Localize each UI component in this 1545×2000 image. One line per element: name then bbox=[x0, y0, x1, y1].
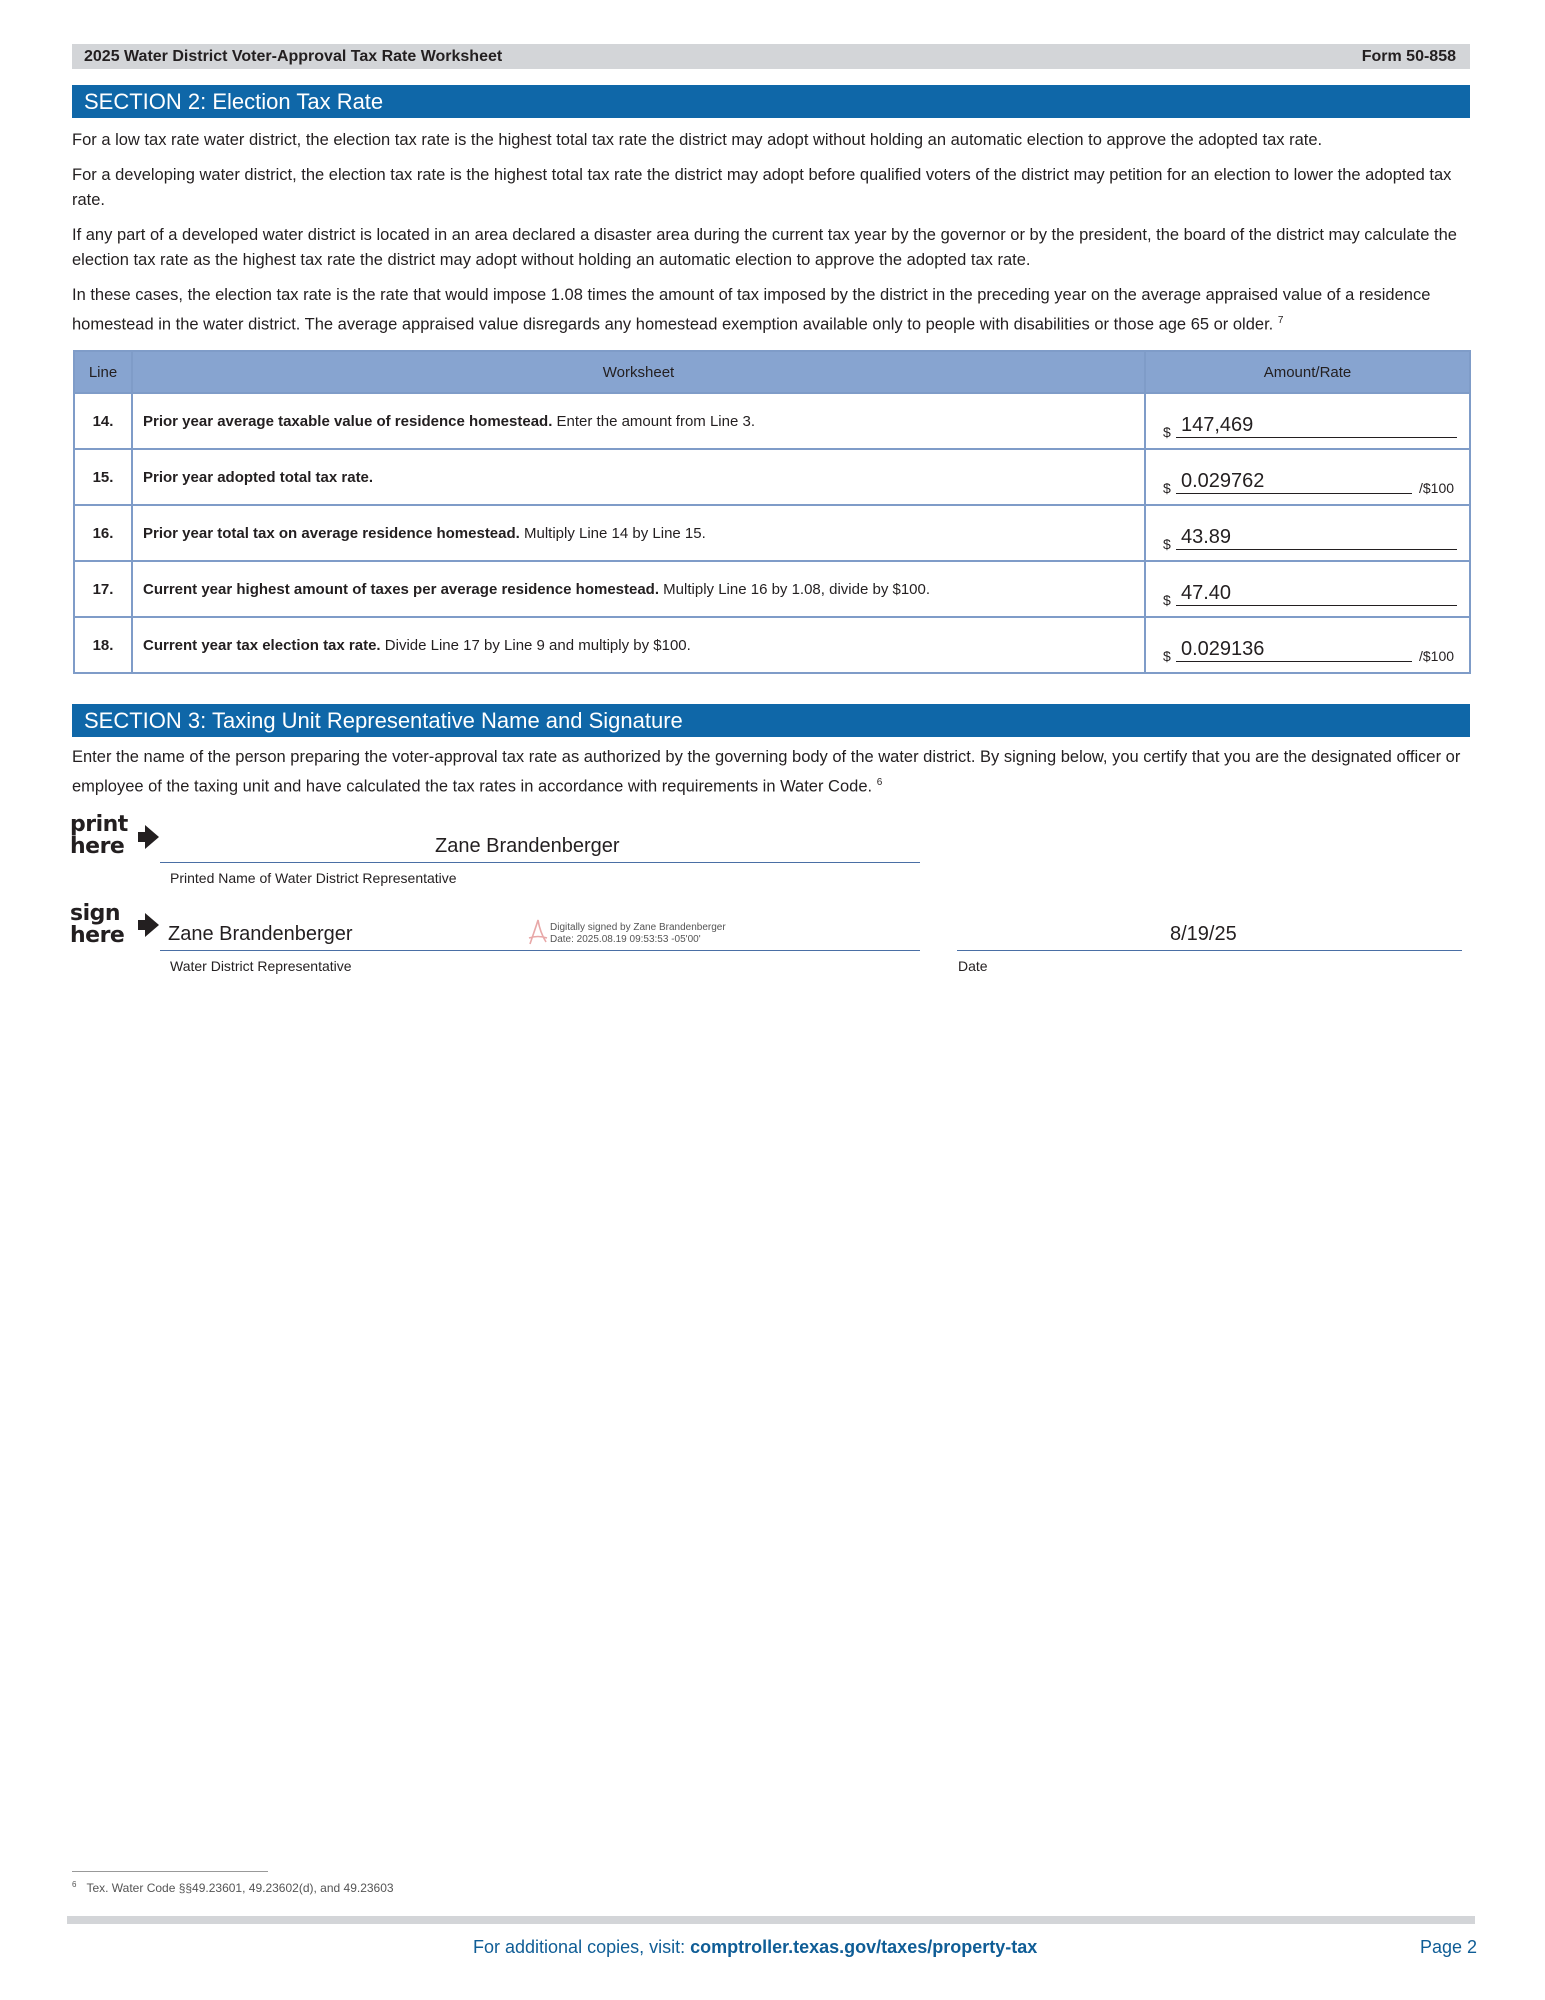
footnote-ref-6: 6 bbox=[876, 777, 883, 788]
amount-cell bbox=[1145, 393, 1470, 449]
currency-symbol: $ bbox=[1163, 592, 1171, 608]
date-caption: Date bbox=[958, 958, 988, 974]
digital-signature-line2: Date: 2025.08.19 09:53:53 -05'00' bbox=[550, 934, 701, 945]
currency-symbol: $ bbox=[1163, 480, 1171, 496]
section-2-paragraph-1: For a low tax rate water district, the election tax rate is the highest total tax rate the district may adopt without holding an automatic election to approve the adopted tax rate. bbox=[72, 131, 1323, 149]
arrow-right-icon bbox=[145, 825, 159, 849]
section-3-title: SECTION 3: Taxing Unit Representative Name and Signature bbox=[72, 704, 1470, 737]
amount-cell bbox=[1145, 449, 1470, 505]
col-header-line: Line bbox=[74, 351, 132, 393]
amount-field[interactable]: 147,469 bbox=[1176, 413, 1457, 438]
signature-field[interactable]: Zane Brandenberger bbox=[168, 923, 353, 945]
footnote-text: Tex. Water Code §§49.23601, 49.23602(d), and 49.23603 bbox=[86, 1881, 394, 1895]
line-description bbox=[132, 561, 1145, 617]
table-row bbox=[74, 617, 1470, 673]
form-title: 2025 Water District Voter-Approval Tax Rate Worksheet bbox=[84, 47, 503, 65]
line-description-bold: Prior year average taxable value of residence homestead. bbox=[143, 412, 553, 430]
currency-symbol: $ bbox=[1163, 648, 1171, 664]
rate-unit: /$100 bbox=[1419, 648, 1455, 664]
line-number: 16. bbox=[74, 505, 132, 561]
form-header-bar bbox=[72, 44, 1470, 69]
amount-field[interactable]: 43.89 bbox=[1176, 525, 1457, 550]
footnote-ref-7: 7 bbox=[1277, 315, 1284, 326]
printed-name-field[interactable]: Zane Brandenberger bbox=[435, 835, 620, 857]
date-line bbox=[957, 950, 1462, 951]
section-2-paragraph-4 bbox=[72, 283, 1472, 338]
page-number: Page 2 bbox=[1420, 1937, 1478, 1957]
line-number: 17. bbox=[74, 561, 132, 617]
line-number: 14. bbox=[74, 393, 132, 449]
currency-symbol: $ bbox=[1163, 536, 1171, 552]
rate-field[interactable]: 0.029762 bbox=[1176, 469, 1412, 494]
section-2-paragraph-4-text: In these cases, the election tax rate is the rate that would impose 1.08 times the amount of tax imposed by the district in the preceding year on the average appraised value of a residence homestead in the water district. The average appraised value disregards any homestead exemption available only to people with disabilities or those age 65 or older. bbox=[72, 286, 1431, 334]
rate-field[interactable]: 0.029136 bbox=[1176, 637, 1412, 662]
amount-cell bbox=[1145, 617, 1470, 673]
rate-unit: /$100 bbox=[1419, 480, 1455, 496]
table-row bbox=[74, 449, 1470, 505]
signature-line bbox=[160, 950, 920, 951]
footer-divider bbox=[67, 1916, 1475, 1924]
footnote-number: 6 bbox=[72, 1880, 77, 1889]
line-number: 15. bbox=[74, 449, 132, 505]
footer-link[interactable]: comptroller.texas.gov/taxes/property-tax bbox=[690, 1937, 1038, 1957]
line-description-bold: Current year highest amount of taxes per average residence homestead. bbox=[143, 580, 660, 598]
footnote bbox=[72, 1880, 394, 1895]
print-stamp-line2: here bbox=[70, 834, 125, 859]
section-2-paragraph-2: For a developing water district, the election tax rate is the highest total tax rate the district may adopt before qualified voters of the district may petition for an election to lower the adopted tax rate. bbox=[72, 166, 1452, 209]
line-number: 18. bbox=[74, 617, 132, 673]
worksheet-header-row bbox=[74, 351, 1470, 393]
amount-cell bbox=[1145, 561, 1470, 617]
line-description-text: Divide Line 17 by Line 9 and multiply by $100. bbox=[380, 636, 691, 654]
line-description-text: Enter the amount from Line 3. bbox=[552, 412, 755, 430]
footnote-divider bbox=[72, 1871, 268, 1872]
section-3-paragraph bbox=[72, 745, 1472, 800]
footer-copies-note bbox=[473, 1937, 1037, 1958]
printed-name-line bbox=[160, 862, 920, 863]
table-row bbox=[74, 561, 1470, 617]
line-description-bold: Prior year adopted total tax rate. bbox=[143, 468, 374, 486]
table-row bbox=[74, 505, 1470, 561]
col-header-amount: Amount/Rate bbox=[1145, 351, 1470, 393]
sign-stamp-line1: sign bbox=[70, 901, 121, 926]
currency-symbol: $ bbox=[1163, 424, 1171, 440]
print-stamp-line1: print bbox=[70, 812, 128, 837]
amount-field[interactable]: 47.40 bbox=[1176, 581, 1457, 606]
table-row bbox=[74, 393, 1470, 449]
line-description-bold: Current year tax election tax rate. bbox=[143, 636, 381, 654]
line-description-text: Multiply Line 16 by 1.08, divide by $100. bbox=[659, 580, 931, 598]
line-description bbox=[132, 449, 1145, 505]
arrow-right-icon bbox=[145, 913, 159, 937]
line-description bbox=[132, 505, 1145, 561]
amount-cell bbox=[1145, 505, 1470, 561]
digital-signature-icon bbox=[526, 918, 548, 946]
line-description bbox=[132, 393, 1145, 449]
form-number: Form 50-858 bbox=[1361, 47, 1456, 65]
line-description-text: Multiply Line 14 by Line 15. bbox=[519, 524, 706, 542]
sign-stamp-line2: here bbox=[70, 923, 125, 948]
col-header-worksheet: Worksheet bbox=[132, 351, 1145, 393]
section-2-paragraph-3: If any part of a developed water district is located in an area declared a disaster area during the current tax year by the governor or by the president, the board of the district may calculate the election tax rate as the highest tax rate the district may adopt without holding an automatic election to approve the adopted tax rate. bbox=[72, 226, 1457, 269]
section-3-paragraph-text: Enter the name of the person preparing the voter-approval tax rate as authorized by the governing body of the water district. By signing below, you certify that you are the designated officer or employee of the taxing unit and have calculated the tax rates in accordance with requirements in Water Code. bbox=[72, 748, 1461, 796]
digital-signature-line1: Digitally signed by Zane Brandenberger bbox=[550, 922, 726, 933]
date-field[interactable]: 8/19/25 bbox=[1170, 923, 1237, 945]
section-2-title: SECTION 2: Election Tax Rate bbox=[72, 85, 1470, 118]
signature-caption: Water District Representative bbox=[170, 958, 352, 974]
footer-prefix: For additional copies, visit: bbox=[473, 1937, 691, 1957]
line-description-bold: Prior year total tax on average residence homestead. bbox=[143, 524, 520, 542]
worksheet-table bbox=[73, 350, 1471, 674]
printed-name-caption: Printed Name of Water District Representative bbox=[170, 870, 457, 886]
line-description bbox=[132, 617, 1145, 673]
digital-signature-info bbox=[550, 922, 726, 946]
